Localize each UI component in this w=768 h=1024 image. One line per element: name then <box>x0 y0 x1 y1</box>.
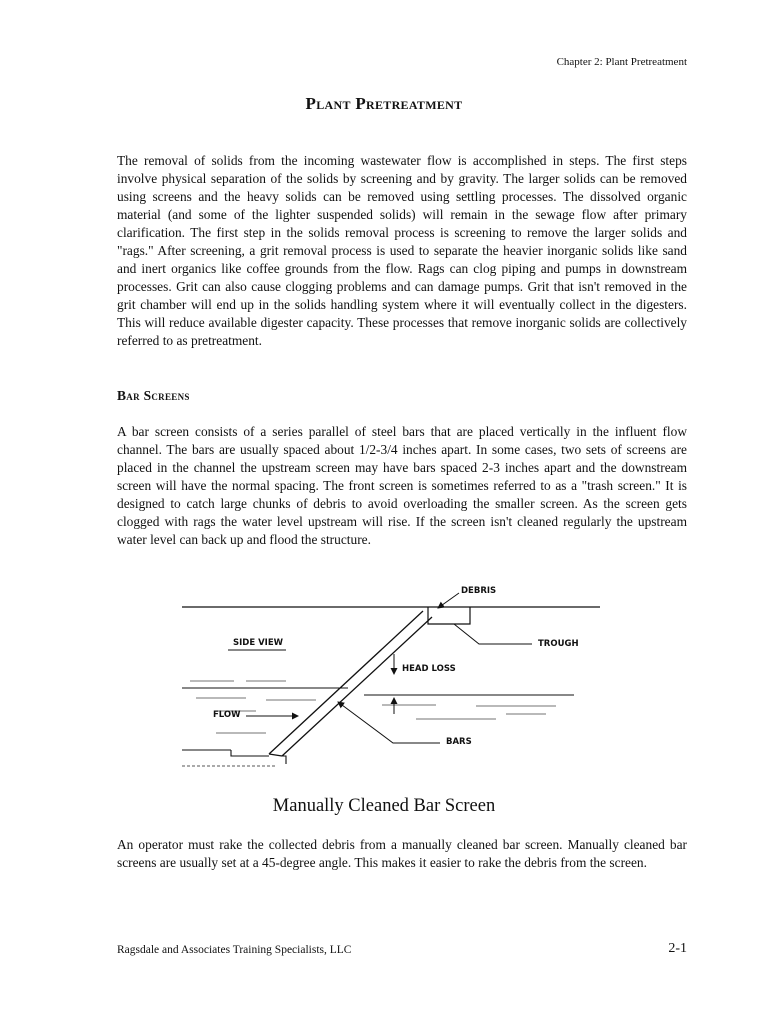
bottom-sill <box>282 756 286 764</box>
page-number: 2-1 <box>668 941 687 956</box>
closing-paragraph: An operator must rake the collected debris from a manually cleaned bar screen. Manually cleaned bar screens are usually set at a 45-degree angle. This makes it easier to rake the debris from the screen. <box>117 837 687 870</box>
bars-label: BARS <box>446 737 472 747</box>
bar-screen-drawing <box>176 578 606 778</box>
flow-label: FLOW <box>213 710 241 720</box>
bar-screen-foot <box>269 754 282 756</box>
bar-screen-diagram <box>176 578 606 778</box>
figure-caption: Manually Cleaned Bar Screen <box>272 796 496 816</box>
running-head: Chapter 2: Plant Pretreatment <box>556 56 687 68</box>
bars-leader <box>338 702 440 743</box>
bar-screens-paragraph: A bar screen consists of a series parallel of steel bars that are placed vertically in the influent flow channel. The bars are usually spaced about 1/2-3/4 inches apart. In some cases, two sets of screens are placed in the channel the upstream screen may have bars spaced 2-3 inches apart and the downstream screen will have the normal spacing. The front screen is sometimes referred to as a "trash screen." It is designed to catch large chunks of debris to avoid overloading the smaller screen. As the screen gets clogged with rags the water level upstream will rise. If the screen isn't cleaned regularly the upstream water level can back up and flood the structure. <box>117 424 687 547</box>
bottom-step <box>231 750 269 756</box>
page-title: Plant Pretreatment <box>305 94 463 113</box>
trough-outline <box>428 607 470 624</box>
debris-label: DEBRIS <box>461 586 497 596</box>
footer-publisher: Ragsdale and Associates Training Specialists, LLC <box>117 944 352 956</box>
debris-arrow <box>438 593 459 608</box>
bar-screen-edge-upper <box>269 611 423 754</box>
section-heading: Bar Screens <box>117 388 190 403</box>
water-hatching <box>190 681 556 733</box>
trough-label: TROUGH <box>538 639 579 649</box>
trough-leader <box>454 624 532 644</box>
head-loss-label: HEAD LOSS <box>402 664 456 674</box>
side-view-label: SIDE VIEW <box>233 638 284 648</box>
bar-screen-edge-lower <box>282 617 432 756</box>
intro-paragraph: The removal of solids from the incoming wastewater flow is accomplished in steps. The first steps involve physical separation of the solids by screening and by gravity. The larger solids can be removed using screens and the heavy solids can be removed using settling processes. The dissolved organic material (and some of the lighter suspended solids) will remain in the sewage flow after primary clarification. The first step in the solids removal process is screening to remove the larger solids and "rags." After screening, a grit removal process is used to separate the heavier inorganic solids like sand and inert organics like coffee grounds from the flow. Rags can clog piping and pumps in downstream processes. Grit can also cause clogging problems and can damage pumps. Grit that isn't removed in the grit chamber will end up in the solids handling system where it will eventually collect in the digesters. This will reduce available digester capacity. These processes that remove inorganic solids are collectively referred to as pretreatment. <box>117 153 687 348</box>
